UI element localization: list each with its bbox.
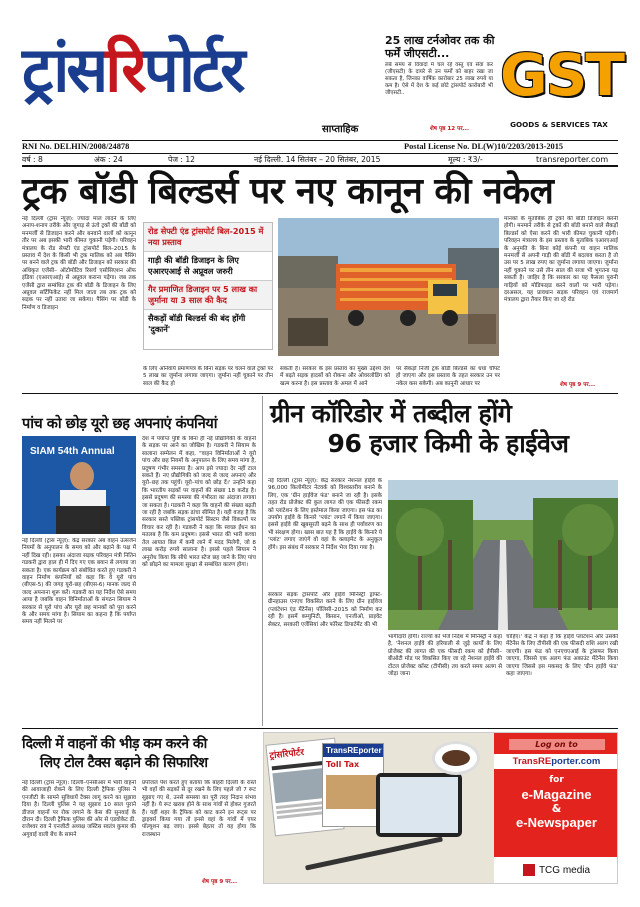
ad-paper-title: ट्रांसरिपोर्टर — [269, 747, 305, 762]
story3-col-c: भागीदारी होगी। राज्यों को भेजे निर्देश में मिनिस्ट्री ने कहा है, 'नेशनल हाईवे की हरियाली से जुड़े कार्यों के लिए प्रोजेक्ट की लागत की एक फीसदी रकम को ईपीसी–बीओटी मोड पर विकसित किए जा रहे नेशनल हाईवे की टोटल प्रोजेक्ट कॉस्ट (टीपीसी) तय करते समय अलग से जोड़ा जाना — [388, 634, 502, 678]
ad-for: for — [549, 775, 564, 785]
gst-caption: GOODS & SERVICES TAX — [510, 120, 608, 129]
story4-col-b: प्रपोजल पेश करते हुए बताया कि बाहरी दिल्ली के रास्ते भी वहाँ की सड़कों से दूर रखने के लिए पहले जो 7 रूट सुझाए गए थे, उनसे समस्या का पूरी तरह निदान संभव नहीं है। ये रूट खराब होने के साथ गांवों से होकर गुजरते हैं। यहीं शहर के ट्रैफिक को काट करने इन रूट्स पर ड्राइवर्स किया गया तो इनसे वहां के गांवों में एयर पॉल्यूशन बढ़ जाए। इससे बेहतर तो यह होगा कि राजस्थान — [142, 780, 256, 838]
issue-year: वर्ष : 8 — [22, 155, 43, 164]
story3-col-b: सरकार सड़क ट्रांसपोर्ट और हाईवे मिनिस्ट्री ड्राफ्ट-ग्रीनहाउस एनएच विकसित करने के लिए ग्रीन हाईवेज (प्लांटेशन एंड मेंटेनेंस) पॉलिसी–2015 को निर्माण कर रही है। इसमें कम्युनिटी, किसान, एनजीओ, प्राइवेट सेक्टर, सरकारी एजेंसियां और फॉरेस्ट डिपार्टमेंट की भी — [268, 592, 382, 628]
ad-panel — [494, 733, 618, 883]
issue-date: नई दिल्ली. 14 सितंबर – 20 सितंबर, 2015 — [254, 155, 381, 164]
story2-headline: पांच को छोड़ यूरो छह अपनाएं कंपनियां — [22, 416, 217, 432]
story2-col-b: देश में पर्याप्त पुष्टि के बिना ही नई प्रौद्योगिकी के वाहनों के सड़क पर आने का जोखिम है। गडकरी ने सियाम के सालाना सम्मेलन में कहा, "वाहन विनिर्माताओं ने यूरो पांच और छह नियमों के अनुपालन के लिए समय मांगा है, प्रदूषण गंभीर समस्या है। आप इसे ज्यादा देर नहीं टाल सकते हैं। नए प्रौद्योगिकी को जल्द से जल्द अपनाएं और यूरो–छह तक पहुंचें। यूरो–पांच को छोड़ दें।' उन्होंने कहा कि भारतीय सड़कों पर वाहनों की संख्या 18 करोड़ है। इससे प्रदूषण की समस्या की गंभीरता का अंदाजा लगाया जा सकता है। गडकरी ने कहा कि वाहनों की संख्या बढ़ती जा रही है जबकि सड़क ढांचा सीमित है। यही वजह है कि सरकार सस्ते पब्लिक ट्रांसपोर्ट सिस्टम जैसे विकल्पों पर विचार कर रही है। गडकरी ने कहा कि स्वच्छ ईंधन का मतलब है कि कम प्रदूषण। इससे भारत की भारी कच्चा तेल आयात बिल में कमी लाने में मदद मिलेगी, जो 8 लाख करोड़ रुपये सालाना है। इससे पहले सियाम ने अनुरोध किया कि सीधे भारत स्टेज छह जाने के लिए पांच को छोड़ने का मामला सुरक्षा से सम्बंधित कारण होगा। — [142, 436, 256, 568]
lead-bullet-4: सैकड़ों बॉडी बिल्डर्स की बंद होंगी 'दुकानें' — [148, 313, 246, 334]
teaser-more: शेष पृष्ठ 12 पर... — [430, 126, 469, 132]
ad-mag-sub: porter — [358, 746, 382, 755]
teaser-title: 25 लाख टर्नओवर तक की फर्में जीएसटी... — [385, 34, 495, 60]
lead-col1: नई दिल्ली (ट्रांस न्यूज़): ज्यादा माल लादने के लिए अनाप-शनाप तरीके और जुगाड़ से ऊंचे ट्रकों की बॉडी को मनमर्जी से डिजाइन करने और बनवाने वालों को कानून तौर पर अब इसकी भारी कीमत चुकानी पड़ेगी। परिवहन मंत्रालय के रोड सेफ्टी एंड ट्रांसपोर्ट बिल–2015 के प्रस्ताव में देश के किसी भी ट्रक मालिक को अब पैसिंग पर बनने वाले ट्रक की बॉडी और डिजाइन को सरकार की अधिकृत एजेंसी– ऑटोमोटिव रिसर्च एसोसिएशन ऑफ इंडिया (एआरएआई) से अप्रूवल कराना पड़ेगा। जब तक एजेंसी द्वारा सम्बंधित ट्रक की बॉडी के डिजाइन के लिए अप्रूवल सर्टिफिकेट नहीं मिल जाता तब तक ट्रक को सड़क पर नहीं उतारा जा सकेगा। पैसिंग पर बॉडी के निर्माण व डिजाइन — [22, 216, 136, 311]
story3-col-d: चाहिए।' केंद्र ने कहा है कि हाईवे प्लांटेशन और उसकी मेंटेनेंस के लिए टीपीसी की एक फीसदी राशि अलग रखी जाएगी। इस फंड को एनएचएआई के ट्रांसफर किया जाएगा, जिससे एक अलग फंड अकाउंट मेंटेनेंस किया जाएगा जिससे इस मकसद के लिए 'ग्रीन हाईवे फंड' कहा जाएगा। — [506, 634, 618, 678]
lead-col-right-more: शेष पृष्ठ 9 पर... — [560, 382, 596, 388]
logo-red: रि — [105, 33, 144, 106]
ad-line2: e-Newspaper — [516, 815, 597, 830]
lead-col-right: मानकों के मुताबिक ही ट्रकों की बॉडी डिजाइन करनी होगी। मनमाने तरीके से ट्रकों की बॉडी बनाने वाले सैकड़ों बिल्डर्स को ऐसा करने की भारी कीमत चुकानी पड़ेगी। परिवहन मंत्रालय के इस प्रस्ताव के मुताबिक एआरएआई के अनुमति के बिना कोई कंपनी या वाहन मालिक मनमर्जी से अपनी गाड़ी की बॉडी में बदलाव करता है तो उस पर 5 लाख रुपए का जुर्माना लगाया जाएगा। जुर्माना नहीं चुकाने पर उसे तीन साल की सजा भी भुगतना पड़ सकती है। जाहिर है कि सरकार का यह फैसला पुरानी गाड़ियों को मोडिफाइड करने वालों पर भारी पड़ेगा। दरअसल, यह प्रावधान सड़क परिवहन एवं राजमार्ग मंत्रालय द्वारा तैयार किए जा रहे रोड — [504, 216, 618, 304]
ad-toll-tax: Toll Tax — [326, 760, 360, 769]
lead-headline: ट्रक बॉडी बिल्डर्स पर नए कानून की नकेल — [22, 171, 554, 212]
tcg-logo-icon — [523, 864, 535, 876]
ad-log-on: Log on to — [509, 739, 605, 750]
story3-headline-2: 96 हजार किमी के हाईवेज — [327, 429, 569, 458]
story4-headline-2: लिए टोल टैक्स बढ़ाने की सिफारिश — [40, 755, 208, 771]
masthead-tagline: साप्ताहिक — [322, 124, 359, 135]
ad-site-link[interactable] — [494, 754, 618, 769]
lead-under3: पर सैकड़ों निजी ट्रक बॉडी बिल्डर्स का धंधा चौपट हो जाएगा और इस प्रस्ताव के तहत सरकार उन पर नकेल कस सकेगी। अब कानूनी आधार पर — [396, 366, 500, 387]
story4-more: शेष पृष्ठ 9 पर... — [202, 879, 238, 885]
ad-amp: & — [551, 802, 562, 815]
ad-collage — [264, 733, 494, 883]
ad-magazine — [322, 743, 384, 827]
story4-col-a: नई दिल्ली (ट्रांस न्यूज़): दिल्ली–एनसीआर में भारी वाहनों की आवाजाही रोकने के लिए दिल्ली ट्रैफिक पुलिस ने एनजीटी के सामने सुविधायें टैक्स लागू करने का सुझाव दिया है। दिल्ली पुलिस ने यह सुझाव 10 साल पुराने डीजल वाहनों पर रोक लगाने के केस की सुनवाई के दौरान दी। दिल्ली ट्रैफिक पुलिस की ओर से एडवोकेट डी. राजेश्वर राव ने एनजीटी अध्यक्ष जस्टिस स्वतंत्र कुमार की अगुवाई वाली बेंच के सामने — [22, 780, 136, 838]
issue-pages: पेज : 12 — [168, 155, 195, 164]
ad-brand: TCG media — [538, 864, 591, 876]
lead-bullet-1: रोड सेफ्टी एंड ट्रांसपोर्ट बिल-2015 में नया प्रस्ताव — [144, 223, 272, 252]
truck-photo — [278, 218, 499, 356]
website-link[interactable]: transreporter.com — [536, 155, 609, 164]
issue-price: मूल्य : ₹3/- — [448, 155, 483, 164]
issue-number: अंक : 24 — [94, 155, 123, 164]
highway-photo — [388, 480, 618, 630]
logo-left: ट्रांस — [22, 33, 106, 106]
ad-banner[interactable] — [263, 732, 618, 884]
ad-tablet — [376, 773, 462, 837]
lead-bullet-box — [143, 222, 273, 350]
rni-number: RNI No. DELHIN/2008/24878 — [22, 142, 130, 151]
story2-col-a: नई दिल्ली (ट्रांस न्यूज़): केंद्र सरकार अब वाहन उत्सर्जन नियमों के अनुपालन के समय को और बढ़ाने के पक्ष में नहीं दिख रही। इसका अंदाजा सड़क परिवहन मंत्री नितिन गडकरी द्वारा हाल ही में दिए गए एक बयान से लगाया जा सकता है। एक कार्यक्रम को संबोधित करते हुए गडकरी ने वाहन निर्माण कंपनियों को कहा कि वे यूरो पांच (बीएस-5) की जगह यूरो-छह (बीएस-6) मानक जल्द से जल्द अपनाना शुरू करें। गडकरी का यह निर्देश ऐसे समय आया है जबकि वाहन विनिर्माताओं के संगठन सियाम ने सरकार से यूरो पांच और यूरो छह मानकों को पूरा करने के और समय मांगा है। सियाम का कहना है कि पर्याप्त समय नहीं मिलने पर — [22, 538, 136, 626]
masthead-logo — [22, 22, 382, 118]
ad-line1: e-Magazine — [521, 787, 592, 802]
photo-caption: SIAM 54th Annual — [30, 446, 115, 457]
lead-under2: सकती है। सरकार के इस प्रस्ताव का मुख्य उद्देश्य देश में बढ़ते सड़क हादसों को रोकना और ओवरलोडिंग को खत्म करना है। इस प्रस्ताव के अमल में आने — [280, 366, 390, 387]
gst-big: GST — [500, 41, 623, 109]
story4-headline-1: दिल्ली में वाहनों की भीड़ कम करने की — [22, 736, 207, 752]
gadkari-photo — [22, 436, 136, 534]
story3-headline-1: ग्रीन कॉरिडोर में तब्दील होंगे — [270, 399, 512, 428]
lead-under1: के लिए अनिवार्य प्रमाणपत्र के बिना सड़क पर चलने वाले ट्रकों पर 5 लाख का जुर्माना लगाया जाएगा। जुर्माना नहीं चुकाने पर तीन साल की कैद हो — [143, 366, 273, 387]
postal-license: Postal License No. DL(W)10/2203/2013-2015 — [404, 142, 564, 151]
lead-bullet-3: गैर प्रमाणित डिजाइन पर 5 लाख का जुर्माना या 3 साल की कैद — [144, 281, 272, 310]
ad-coffee-icon — [432, 741, 480, 775]
ad-site-a: TransRE — [512, 756, 552, 767]
gst-logo — [500, 32, 623, 136]
ad-site-b: porter.com — [551, 756, 601, 767]
ad-mag-title: TransRE — [326, 746, 359, 755]
teaser-body: लंबे समय से विवादों में चल रहे वस्तु एवं सेवा कर (जीएसटी) के दायरे से उन फर्मों को बाहर रखा जा सकता है, जिनका वार्षिक कारोबार 25 लाख रुपये या कम है। ऐसे में देश के कई छोटे ट्रांसपोर्ट कारोबारी भी जीएसटी.. — [385, 62, 493, 96]
story3-col-a: नई दिल्ली (ट्रांस न्यूज़): केंद्र सरकार नेशनल हाईवे के 96,000 किलोमीटर नेटवर्क को विश्वस्तरीय बनाने के लिए, एक 'ग्रीन हाईवेज फंड' बनाने जा रही है। इसके तहत रोड प्रोजेक्ट की कुल लागत की एक फीसदी रकम को प्लांटेशन के लिए इस्तेमाल किया जाएगा। इस फंड का उपयोग हाईवे के किनारे 'प्लांट' लगाने में किया जाएगा। इससे हाईवे की खूबसूरती बढ़ने के साथ ही पर्यावरण का भी संरक्षण होगा। खास बात यह है कि हाईवे के किनारे ये 'प्लांट' लगाए जाएंगे वो वहां के क्लाइमेट के अनुकूल होंगे। इस संबंध में सरकार ने निर्देश भेज दिया गया है। — [268, 478, 382, 551]
logo-right: पोर्टर — [143, 33, 243, 106]
lead-bullet-2: गाड़ी की बॉडी डिजाइन के लिए एआरएआई से अप्रूवल जरुरी — [144, 252, 272, 281]
ad-pen-icon — [305, 837, 443, 871]
